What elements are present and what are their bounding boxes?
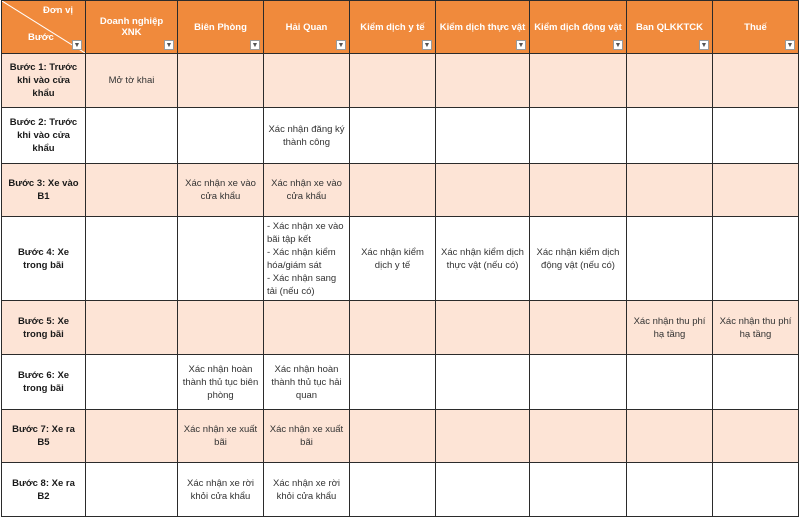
header-row — [2, 1, 799, 54]
corner-label-unit: Đơn vị — [43, 5, 73, 16]
table-cell[interactable] — [86, 410, 178, 463]
table-cell[interactable] — [627, 54, 713, 108]
table-cell[interactable] — [264, 301, 350, 355]
table-cell[interactable]: Xác nhận kiểm dịch y tế — [350, 217, 436, 301]
checklist-item: - Xác nhận sang tải (nếu có) — [267, 272, 337, 297]
column-header-label: Kiểm dịch động vật — [534, 21, 622, 33]
table-cell[interactable] — [178, 301, 264, 355]
table-cell[interactable] — [86, 463, 178, 517]
table-row — [2, 410, 799, 463]
table-cell[interactable] — [627, 355, 713, 410]
table-cell[interactable] — [530, 355, 627, 410]
corner-header-cell — [2, 1, 86, 54]
column-header — [178, 1, 264, 54]
table-cell[interactable] — [713, 164, 799, 217]
process-table — [1, 0, 799, 517]
step-cell[interactable]: Bước 8: Xe ra B2 — [2, 463, 86, 517]
filter-dropdown-icon[interactable]: ▼ — [517, 41, 525, 49]
filter-dropdown-icon[interactable]: ▼ — [700, 41, 708, 49]
table-cell[interactable] — [713, 355, 799, 410]
step-cell[interactable]: Bước 7: Xe ra B5 — [2, 410, 86, 463]
step-cell[interactable]: Bước 5: Xe trong bãi — [2, 301, 86, 355]
column-header — [627, 1, 713, 54]
table-cell[interactable] — [350, 164, 436, 217]
column-header — [350, 1, 436, 54]
table-cell[interactable] — [178, 108, 264, 164]
table-cell[interactable] — [530, 164, 627, 217]
table-row — [2, 54, 799, 108]
column-header-label: Kiểm dịch y tế — [360, 21, 425, 33]
column-header-label: Biên Phòng — [194, 21, 247, 33]
table-cell[interactable] — [436, 355, 530, 410]
table-cell[interactable]: Xác nhận xe vào cửa khẩu — [264, 164, 350, 217]
table-cell[interactable] — [436, 164, 530, 217]
table-cell[interactable] — [530, 410, 627, 463]
column-header — [436, 1, 530, 54]
column-header-label: Kiểm dịch thực vật — [439, 21, 526, 33]
table-cell[interactable] — [530, 54, 627, 108]
filter-dropdown-icon[interactable]: ▼ — [786, 41, 794, 49]
table-cell[interactable] — [86, 355, 178, 410]
table-cell[interactable]: Xác nhận xe rời khỏi cửa khẩu — [178, 463, 264, 517]
table-cell[interactable]: Xác nhận xe vào cửa khẩu — [178, 164, 264, 217]
table-cell[interactable] — [713, 410, 799, 463]
column-header — [713, 1, 799, 54]
table-cell[interactable]: Mở tờ khai — [86, 54, 178, 108]
step-cell[interactable]: Bước 6: Xe trong bãi — [2, 355, 86, 410]
table-row — [2, 164, 799, 217]
filter-dropdown-icon[interactable]: ▼ — [73, 41, 81, 49]
table-cell[interactable]: Xác nhận hoàn thành thủ tục biên phòng — [178, 355, 264, 410]
filter-dropdown-icon[interactable]: ▼ — [337, 41, 345, 49]
table-cell[interactable] — [178, 54, 264, 108]
column-header — [264, 1, 350, 54]
table-row — [2, 355, 799, 410]
column-header-label: Hải Quan — [285, 21, 328, 33]
table-cell[interactable] — [350, 54, 436, 108]
filter-dropdown-icon[interactable]: ▼ — [165, 41, 173, 49]
table-cell[interactable] — [627, 217, 713, 301]
table-cell[interactable] — [86, 108, 178, 164]
step-cell[interactable]: Bước 2: Trước khi vào cửa khẩu — [2, 108, 86, 164]
table-cell[interactable] — [627, 108, 713, 164]
filter-dropdown-icon[interactable]: ▼ — [614, 41, 622, 49]
filter-dropdown-icon[interactable]: ▼ — [423, 41, 431, 49]
table-cell[interactable] — [350, 108, 436, 164]
table-row — [2, 108, 799, 164]
table-cell[interactable]: Xác nhận xe rời khỏi cửa khẩu — [264, 463, 350, 517]
table-cell[interactable]: Xác nhận hoàn thành thủ tục hải quan — [264, 355, 350, 410]
table-cell[interactable]: Xác nhận thu phí hạ tầng — [713, 301, 799, 355]
table-cell[interactable] — [627, 164, 713, 217]
step-cell[interactable]: Bước 4: Xe trong bãi — [2, 217, 86, 301]
column-header-label: Thuế — [744, 21, 767, 33]
table-cell[interactable] — [530, 301, 627, 355]
table-cell[interactable] — [713, 54, 799, 108]
table-cell[interactable] — [436, 54, 530, 108]
table-cell[interactable] — [436, 463, 530, 517]
step-cell[interactable]: Bước 3: Xe vào B1 — [2, 164, 86, 217]
table-cell[interactable] — [86, 217, 178, 301]
table-cell[interactable] — [436, 108, 530, 164]
haiquan-checklist-cell[interactable] — [264, 217, 350, 301]
column-header — [86, 1, 178, 54]
table-cell[interactable] — [178, 217, 264, 301]
table-cell[interactable] — [436, 410, 530, 463]
table-cell[interactable]: Xác nhận xe xuất bãi — [178, 410, 264, 463]
table-cell[interactable] — [350, 301, 436, 355]
table-cell[interactable] — [350, 463, 436, 517]
checklist-item: - Xác nhận xe vào bãi tập kết — [267, 220, 344, 245]
table-cell[interactable]: Xác nhận xe xuất bãi — [264, 410, 350, 463]
table-cell[interactable] — [350, 410, 436, 463]
filter-dropdown-icon[interactable]: ▼ — [251, 41, 259, 49]
table-cell[interactable] — [264, 54, 350, 108]
table-cell[interactable]: Xác nhận kiểm dịch động vật (nếu có) — [530, 217, 627, 301]
table-cell[interactable]: Xác nhận đăng ký thành công — [264, 108, 350, 164]
corner-label-step: Bước — [28, 32, 54, 43]
column-header — [530, 1, 627, 54]
step-cell[interactable]: Bước 1: Trước khi vào cửa khẩu — [2, 54, 86, 108]
table-cell[interactable] — [86, 164, 178, 217]
table-cell[interactable]: Xác nhận kiểm dịch thực vật (nếu có) — [436, 217, 530, 301]
table-cell[interactable] — [713, 463, 799, 517]
column-header-label: Ban QLKKTCK — [635, 21, 704, 33]
table-cell[interactable] — [436, 301, 530, 355]
table-cell[interactable] — [86, 301, 178, 355]
table-cell[interactable] — [350, 355, 436, 410]
table-cell[interactable] — [627, 463, 713, 517]
column-header-label: Doanh nghiệp XNK — [99, 16, 164, 38]
table-row — [2, 301, 799, 355]
table-cell[interactable] — [713, 217, 799, 301]
table-row — [2, 463, 799, 517]
checklist-item: - Xác nhận kiểm hóa/giám sát — [267, 246, 336, 271]
table-cell[interactable] — [713, 108, 799, 164]
table-cell[interactable] — [530, 463, 627, 517]
table-row — [2, 217, 799, 301]
table-cell[interactable]: Xác nhận thu phí hạ tầng — [627, 301, 713, 355]
table-cell[interactable] — [530, 108, 627, 164]
table-cell[interactable] — [627, 410, 713, 463]
